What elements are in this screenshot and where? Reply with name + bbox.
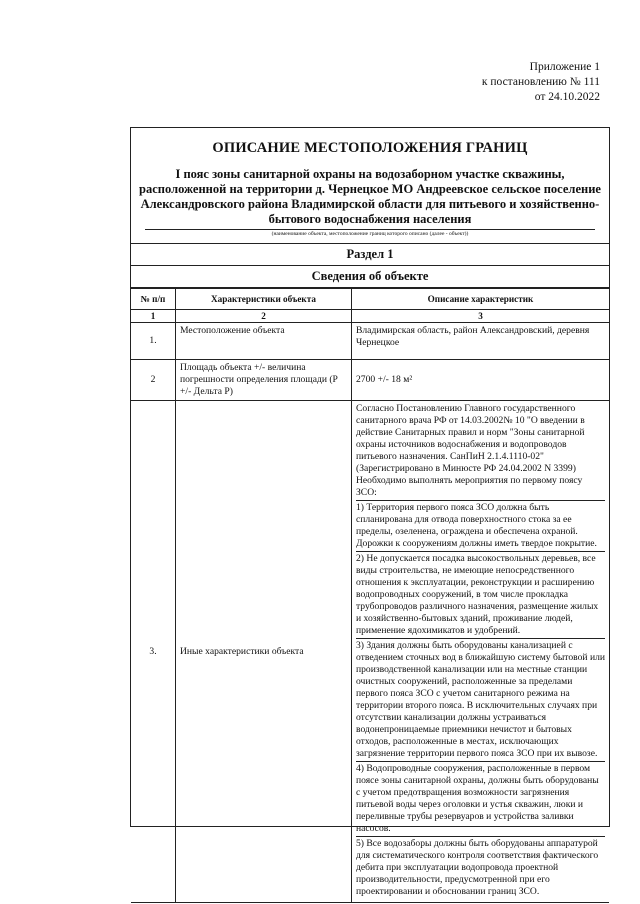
characteristic-name: Местоположение объекта bbox=[176, 323, 352, 360]
document-title: ОПИСАНИЕ МЕСТОПОЛОЖЕНИЯ ГРАНИЦ bbox=[212, 140, 528, 156]
table-header-cell: № п/п bbox=[131, 289, 176, 310]
object-name: I пояс зоны санитарной охраны на водозаборном участке скважины, расположенной на территории д. Чернецкое МО Андреевское сельское поселение Александровского района Владимирской области для питьевого и хозяйственно-бытового водоснабжения населения bbox=[139, 167, 601, 226]
column-number: 1 bbox=[131, 310, 176, 323]
table-header-row bbox=[131, 289, 609, 310]
table-header-cell: Описание характеристик bbox=[352, 289, 610, 310]
appendix-label: Приложение 1 bbox=[529, 61, 600, 73]
object-info-table bbox=[131, 288, 609, 903]
table-row bbox=[131, 401, 609, 903]
requirement-paragraph: Согласно Постановлению Главного государственного санитарного врача РФ от 14.03.2002№ 10 "О введении в действие Санитарных правил и норм "Зоны санитарной охраны источников водоснабжения и водопроводов питьевого назначения. СанПиН 2.1.4.1110-02" (Зарегистрировано в Минюсте РФ 24.04.2002 N 3399) Необходимо выполнять мероприятия по первому поясу ЗСО: bbox=[356, 403, 605, 501]
requirement-paragraph: 3) Здания должны быть оборудованы канализацией с отведением сточных вод в ближайшую систему бытовой или производственной канализации или на местные станции очистных сооружений, расположенные за пределами первого пояса ЗСО с учетом санитарного режима на территории второго пояса. В исключительных случаях при отсутствии канализации должны устраиваться водонепроницаемые приемники нечистот и бытовых отходов, расположенные в местах, исключающих загрязнение территории первого пояса ЗСО при их вывозе. bbox=[356, 640, 605, 762]
requirement-paragraph: 4) Водопроводные сооружения, расположенные в первом поясе зоны санитарной охраны, должны быть оборудованы с учетом предотвращения возможности загрязнения питьевой воды через оголовки и устья скважин, люки и переливные трубы резервуаров и устройства заливки насосов. bbox=[356, 763, 605, 837]
table-row bbox=[131, 360, 609, 401]
requirement-paragraph: 5) Все водозаборы должны быть оборудованы аппаратурой для систематического контроля соответствия фактического дебита при эксплуатации водопровода проектной производительности, предусмотренной при его проектировании и обосновании границ ЗСО. bbox=[356, 838, 599, 897]
section-title: Сведения об объекте bbox=[131, 266, 609, 288]
document-form bbox=[130, 127, 610, 897]
requirement-paragraph: 2) Не допускается посадка высокоствольных деревьев, все виды строительства, не имеющие непосредственного отношения к эксплуатации, реконструкции и расширению водопроводных сооружений, в том числе прокладка трубопроводов различного назначения, размещение жилых и хозяйственно-бытовых зданий, проживание людей, применение ядохимикатов и удобрений. bbox=[356, 553, 605, 639]
object-name-caption: (наименование объекта, местоположение границ которого описано (далее - объект)) bbox=[145, 229, 595, 237]
section-heading: Раздел 1 bbox=[131, 243, 609, 266]
characteristic-value: 2700 +/- 18 м² bbox=[352, 360, 610, 401]
table-row bbox=[131, 323, 609, 360]
column-number: 3 bbox=[352, 310, 610, 323]
row-number: 2 bbox=[131, 360, 176, 401]
row-number: 3. bbox=[131, 401, 176, 903]
characteristic-value: Владимирская область, район Александровский, деревня Чернецкое bbox=[352, 323, 610, 360]
requirement-paragraph: 1) Территория первого пояса ЗСО должна быть спланирована для отвода поверхностного стока за ее пределы, озеленена, ограждена и обеспечена охраной. Дорожки к сооружениям должны иметь твердое покрытие. bbox=[356, 502, 605, 552]
resolution-date: от 24.10.2022 bbox=[534, 91, 600, 103]
table-header-cell: Характеристики объекта bbox=[176, 289, 352, 310]
resolution-number: к постановлению № 111 bbox=[481, 76, 600, 88]
column-number-row bbox=[131, 310, 609, 323]
characteristic-name: Площадь объекта +/- величина погрешности определения площади (Р +/- Дельта Р) bbox=[176, 360, 352, 401]
row-number: 1. bbox=[131, 323, 176, 360]
characteristic-value bbox=[352, 401, 610, 903]
column-number: 2 bbox=[176, 310, 352, 323]
characteristic-name: Иные характеристики объекта bbox=[176, 401, 352, 903]
document-header bbox=[482, 60, 600, 105]
